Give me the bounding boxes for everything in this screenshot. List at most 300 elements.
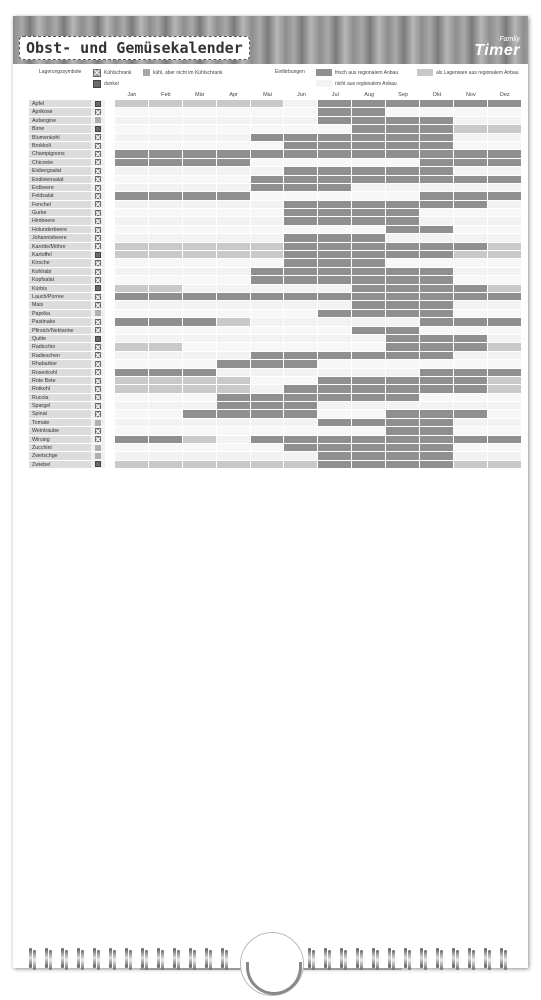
legend-fresh bbox=[316, 69, 398, 76]
season-cell bbox=[149, 385, 183, 393]
season-cell bbox=[183, 150, 217, 158]
season-cell bbox=[352, 327, 386, 335]
season-cell bbox=[420, 444, 454, 452]
binding-loop bbox=[499, 948, 509, 970]
season-cell bbox=[183, 285, 217, 293]
season-cell bbox=[284, 217, 318, 225]
season-cell bbox=[251, 243, 285, 251]
legend-dark bbox=[93, 80, 119, 88]
season-cell bbox=[115, 108, 149, 116]
season-cell bbox=[251, 285, 285, 293]
season-cell bbox=[115, 159, 149, 167]
season-cell bbox=[420, 259, 454, 267]
season-cell bbox=[149, 410, 183, 418]
season-cell bbox=[115, 243, 149, 251]
storage-symbol-cell bbox=[91, 150, 105, 158]
storage-symbol-cell bbox=[91, 108, 105, 116]
binding-loop bbox=[92, 948, 102, 970]
season-cell bbox=[386, 285, 420, 293]
storage-symbol-cell bbox=[91, 276, 105, 284]
season-cell bbox=[318, 100, 352, 108]
produce-name: Mais bbox=[29, 301, 91, 309]
season-cell bbox=[217, 318, 251, 326]
season-cell bbox=[149, 251, 183, 259]
season-cell bbox=[420, 461, 454, 469]
season-cell bbox=[454, 427, 488, 435]
produce-name: Kirsche bbox=[29, 259, 91, 267]
season-cell bbox=[284, 377, 318, 385]
season-cell bbox=[284, 436, 318, 444]
legend-cool bbox=[143, 69, 222, 76]
season-cell bbox=[183, 276, 217, 284]
table-row bbox=[29, 268, 522, 276]
season-cell bbox=[488, 293, 522, 301]
produce-name: Zucchini bbox=[29, 444, 91, 452]
fridge-icon bbox=[95, 159, 101, 165]
season-cell bbox=[318, 251, 352, 259]
season-cell bbox=[115, 226, 149, 234]
season-cell bbox=[386, 201, 420, 209]
season-cell bbox=[420, 234, 454, 242]
season-cell bbox=[454, 335, 488, 343]
binding-loop bbox=[403, 948, 413, 970]
legend-fresh-text: frisch aus regionalem Anbau bbox=[335, 69, 399, 76]
season-cell bbox=[149, 369, 183, 377]
season-cell bbox=[454, 394, 488, 402]
season-cell bbox=[217, 293, 251, 301]
fridge-icon bbox=[95, 436, 101, 442]
season-cell bbox=[183, 117, 217, 125]
storage-symbol-cell bbox=[91, 436, 105, 444]
season-cell bbox=[454, 259, 488, 267]
season-cell bbox=[115, 377, 149, 385]
season-cell bbox=[251, 100, 285, 108]
season-cell bbox=[115, 385, 149, 393]
season-cell bbox=[352, 108, 386, 116]
season-cell bbox=[352, 394, 386, 402]
season-cell bbox=[149, 293, 183, 301]
legend-color-heading-text: Einfärbungen bbox=[275, 69, 305, 75]
season-cell bbox=[251, 394, 285, 402]
month-header: Jun bbox=[296, 92, 306, 98]
season-cell bbox=[454, 352, 488, 360]
produce-name: Tomate bbox=[29, 419, 91, 427]
season-cell bbox=[149, 125, 183, 133]
produce-name: Rote Bete bbox=[29, 377, 91, 385]
fridge-icon bbox=[95, 361, 101, 367]
season-cell bbox=[318, 226, 352, 234]
season-cell bbox=[149, 310, 183, 318]
season-cell bbox=[115, 310, 149, 318]
season-cell bbox=[115, 436, 149, 444]
season-cell bbox=[284, 444, 318, 452]
storage-symbol-cell bbox=[91, 402, 105, 410]
season-cell bbox=[318, 134, 352, 142]
season-cell bbox=[352, 402, 386, 410]
table-row bbox=[29, 352, 522, 360]
dark-icon bbox=[95, 336, 101, 342]
season-cell bbox=[386, 167, 420, 175]
season-cell bbox=[352, 461, 386, 469]
produce-name: Chicorée bbox=[29, 159, 91, 167]
season-cell bbox=[251, 259, 285, 267]
table-row bbox=[29, 201, 522, 209]
season-cell bbox=[488, 159, 522, 167]
binding-loop bbox=[156, 948, 166, 970]
season-cell bbox=[454, 217, 488, 225]
table-row bbox=[29, 259, 522, 267]
cool-icon bbox=[95, 420, 101, 426]
table-row bbox=[29, 369, 522, 377]
season-cell bbox=[488, 352, 522, 360]
table-row bbox=[29, 150, 522, 158]
season-cell bbox=[488, 243, 522, 251]
month-header: Nov bbox=[465, 92, 476, 98]
season-cell bbox=[352, 209, 386, 217]
produce-name: Spargel bbox=[29, 402, 91, 410]
season-cell bbox=[386, 318, 420, 326]
season-cell bbox=[488, 134, 522, 142]
season-cell bbox=[284, 184, 318, 192]
binding-loop bbox=[60, 948, 70, 970]
season-cell bbox=[149, 167, 183, 175]
season-cell bbox=[217, 142, 251, 150]
season-cell bbox=[217, 184, 251, 192]
season-cell bbox=[454, 444, 488, 452]
binding-loops-left bbox=[28, 948, 230, 970]
storage-symbol-cell bbox=[91, 318, 105, 326]
table-row bbox=[29, 251, 522, 259]
fridge-icon bbox=[95, 327, 101, 333]
table-row bbox=[29, 318, 522, 326]
season-cell bbox=[386, 410, 420, 418]
season-cell bbox=[386, 343, 420, 351]
produce-name: Kohlrabi bbox=[29, 268, 91, 276]
binding-loop bbox=[387, 948, 397, 970]
fridge-icon bbox=[95, 151, 101, 157]
binding-loop bbox=[172, 948, 182, 970]
fridge-icon bbox=[95, 134, 101, 140]
season-cell bbox=[420, 427, 454, 435]
season-cell bbox=[217, 108, 251, 116]
season-cell bbox=[183, 268, 217, 276]
season-cell bbox=[318, 369, 352, 377]
season-cell bbox=[115, 217, 149, 225]
storage-symbol-cell bbox=[91, 234, 105, 242]
season-cell bbox=[352, 167, 386, 175]
season-cell bbox=[454, 360, 488, 368]
produce-name: Radicchio bbox=[29, 343, 91, 351]
season-cell bbox=[488, 201, 522, 209]
season-cell bbox=[454, 159, 488, 167]
binding-loop bbox=[140, 948, 150, 970]
season-cell bbox=[420, 419, 454, 427]
season-cell bbox=[454, 268, 488, 276]
table-row bbox=[29, 343, 522, 351]
legend-fridge-text: Kühlschrank bbox=[104, 70, 132, 76]
season-cell bbox=[149, 402, 183, 410]
table-row bbox=[29, 134, 522, 142]
storage-symbol-cell bbox=[91, 419, 105, 427]
season-cell bbox=[420, 108, 454, 116]
produce-name: Quitte bbox=[29, 335, 91, 343]
season-cell bbox=[488, 251, 522, 259]
season-cell bbox=[488, 444, 522, 452]
season-cell bbox=[115, 167, 149, 175]
season-cell bbox=[251, 159, 285, 167]
fridge-icon bbox=[95, 227, 101, 233]
season-cell bbox=[352, 335, 386, 343]
season-cell bbox=[386, 335, 420, 343]
season-cell bbox=[318, 192, 352, 200]
season-cell bbox=[183, 318, 217, 326]
logo-line-1: Family bbox=[499, 36, 520, 43]
produce-name: Rosenkohl bbox=[29, 369, 91, 377]
season-cell bbox=[217, 427, 251, 435]
season-cell bbox=[183, 125, 217, 133]
season-cell bbox=[183, 461, 217, 469]
season-cell bbox=[318, 377, 352, 385]
season-cell bbox=[217, 159, 251, 167]
season-cell bbox=[318, 234, 352, 242]
fridge-icon bbox=[95, 411, 101, 417]
season-cell bbox=[217, 360, 251, 368]
season-cell bbox=[420, 159, 454, 167]
season-cell bbox=[488, 276, 522, 284]
storage-symbol-cell bbox=[91, 192, 105, 200]
season-cell bbox=[251, 318, 285, 326]
fridge-icon bbox=[95, 378, 101, 384]
season-cell bbox=[420, 369, 454, 377]
season-cell bbox=[284, 343, 318, 351]
season-cell bbox=[488, 360, 522, 368]
season-cell bbox=[251, 427, 285, 435]
season-cell bbox=[454, 461, 488, 469]
season-cell bbox=[217, 201, 251, 209]
season-cell bbox=[183, 452, 217, 460]
season-cell bbox=[183, 419, 217, 427]
table-row bbox=[29, 360, 522, 368]
season-cell bbox=[115, 444, 149, 452]
season-cell bbox=[284, 117, 318, 125]
storage-symbol-cell bbox=[91, 251, 105, 259]
season-cell bbox=[454, 234, 488, 242]
logo-line-2: Timer bbox=[474, 42, 520, 59]
season-cell bbox=[183, 251, 217, 259]
season-cell bbox=[352, 369, 386, 377]
season-cell bbox=[149, 276, 183, 284]
season-cell bbox=[149, 108, 183, 116]
fridge-icon bbox=[95, 243, 101, 249]
season-cell bbox=[454, 310, 488, 318]
season-cell bbox=[284, 251, 318, 259]
season-cell bbox=[217, 276, 251, 284]
month-header: Dez bbox=[499, 92, 510, 98]
season-cell bbox=[284, 285, 318, 293]
season-cell bbox=[284, 276, 318, 284]
fridge-icon bbox=[95, 302, 101, 308]
produce-name: Himbeere bbox=[29, 217, 91, 225]
fridge-icon bbox=[95, 143, 101, 149]
season-cell bbox=[183, 234, 217, 242]
season-cell bbox=[488, 452, 522, 460]
season-cell bbox=[217, 209, 251, 217]
season-cell bbox=[318, 201, 352, 209]
season-cell bbox=[454, 108, 488, 116]
season-cell bbox=[352, 419, 386, 427]
season-cell bbox=[488, 343, 522, 351]
season-cell bbox=[251, 192, 285, 200]
season-cell bbox=[420, 343, 454, 351]
season-cell bbox=[454, 209, 488, 217]
season-cell bbox=[318, 159, 352, 167]
season-cell bbox=[115, 452, 149, 460]
table-row bbox=[29, 310, 522, 318]
season-cell bbox=[183, 100, 217, 108]
table-row bbox=[29, 385, 522, 393]
produce-name: Pastinake bbox=[29, 318, 91, 326]
season-cell bbox=[318, 385, 352, 393]
season-cell bbox=[115, 268, 149, 276]
produce-name: Radieschen bbox=[29, 352, 91, 360]
season-cell bbox=[183, 444, 217, 452]
season-cell bbox=[420, 410, 454, 418]
season-cell bbox=[217, 234, 251, 242]
season-cell bbox=[284, 243, 318, 251]
storage-symbol-cell bbox=[91, 327, 105, 335]
season-cell bbox=[115, 427, 149, 435]
season-cell bbox=[183, 167, 217, 175]
season-cell bbox=[352, 192, 386, 200]
season-cell bbox=[454, 293, 488, 301]
season-cell bbox=[149, 268, 183, 276]
legend-dark-text: dunkel bbox=[104, 81, 119, 87]
season-cell bbox=[318, 142, 352, 150]
storage-symbol-cell bbox=[91, 159, 105, 167]
season-cell bbox=[454, 226, 488, 234]
dark-icon bbox=[95, 461, 101, 467]
season-cell bbox=[284, 134, 318, 142]
season-cell bbox=[183, 134, 217, 142]
produce-name: Brokkoli bbox=[29, 142, 91, 150]
season-cell bbox=[284, 226, 318, 234]
produce-name: Kartoffel bbox=[29, 251, 91, 259]
season-cell bbox=[454, 377, 488, 385]
season-cell bbox=[386, 385, 420, 393]
month-header: Mär bbox=[194, 92, 205, 98]
season-cell bbox=[352, 293, 386, 301]
season-cell bbox=[488, 369, 522, 377]
season-cell bbox=[488, 402, 522, 410]
season-cell bbox=[115, 461, 149, 469]
season-cell bbox=[149, 243, 183, 251]
table-row bbox=[29, 217, 522, 225]
season-cell bbox=[454, 184, 488, 192]
season-cell bbox=[352, 444, 386, 452]
season-cell bbox=[352, 259, 386, 267]
season-cell bbox=[352, 276, 386, 284]
season-cell bbox=[454, 117, 488, 125]
produce-name: Blumenkohl bbox=[29, 134, 91, 142]
fridge-icon bbox=[95, 344, 101, 350]
season-cell bbox=[352, 217, 386, 225]
season-cell bbox=[183, 217, 217, 225]
season-cell bbox=[251, 176, 285, 184]
produce-name: Champignons bbox=[29, 150, 91, 158]
season-cell bbox=[318, 394, 352, 402]
season-cell bbox=[454, 201, 488, 209]
season-cell bbox=[217, 192, 251, 200]
fridge-icon bbox=[95, 109, 101, 115]
season-cell bbox=[420, 402, 454, 410]
season-cell bbox=[488, 318, 522, 326]
season-cell bbox=[149, 394, 183, 402]
season-cell bbox=[217, 369, 251, 377]
season-cell bbox=[183, 352, 217, 360]
table-row bbox=[29, 125, 522, 133]
table-row bbox=[29, 461, 522, 469]
season-cell bbox=[352, 234, 386, 242]
season-cell bbox=[183, 436, 217, 444]
season-cell bbox=[217, 301, 251, 309]
binding-loop bbox=[108, 948, 118, 970]
season-cell bbox=[251, 377, 285, 385]
binding-loop bbox=[188, 948, 198, 970]
season-cell bbox=[318, 209, 352, 217]
table-row bbox=[29, 452, 522, 460]
season-cell bbox=[251, 217, 285, 225]
season-cell bbox=[217, 343, 251, 351]
season-cell bbox=[149, 343, 183, 351]
season-cell bbox=[420, 268, 454, 276]
season-cell bbox=[386, 402, 420, 410]
season-cell bbox=[284, 385, 318, 393]
produce-name: Zwetschge bbox=[29, 452, 91, 460]
storage-symbol-cell bbox=[91, 142, 105, 150]
produce-name: Johannisbeere bbox=[29, 234, 91, 242]
season-cell bbox=[386, 176, 420, 184]
season-cell bbox=[386, 293, 420, 301]
season-cell bbox=[420, 243, 454, 251]
season-cell bbox=[488, 427, 522, 435]
season-cell bbox=[454, 134, 488, 142]
season-cell bbox=[352, 268, 386, 276]
season-cell bbox=[386, 209, 420, 217]
fridge-icon bbox=[95, 319, 101, 325]
stored-swatch bbox=[417, 69, 433, 76]
season-cell bbox=[115, 251, 149, 259]
season-cell bbox=[454, 369, 488, 377]
title-label bbox=[19, 36, 250, 60]
fridge-icon bbox=[95, 168, 101, 174]
produce-name: Endiviensalat bbox=[29, 176, 91, 184]
season-cell bbox=[217, 259, 251, 267]
season-cell bbox=[284, 410, 318, 418]
legend-storage-heading bbox=[39, 69, 81, 75]
season-cell bbox=[251, 167, 285, 175]
season-cell bbox=[217, 310, 251, 318]
fridge-icon bbox=[95, 277, 101, 283]
cool-icon bbox=[95, 117, 101, 123]
season-cell bbox=[386, 427, 420, 435]
produce-name: Apfel bbox=[29, 100, 91, 108]
season-cell bbox=[488, 184, 522, 192]
season-cell bbox=[352, 452, 386, 460]
legend-fridge bbox=[93, 69, 132, 77]
season-cell bbox=[386, 268, 420, 276]
season-cell bbox=[251, 327, 285, 335]
season-cell bbox=[284, 259, 318, 267]
